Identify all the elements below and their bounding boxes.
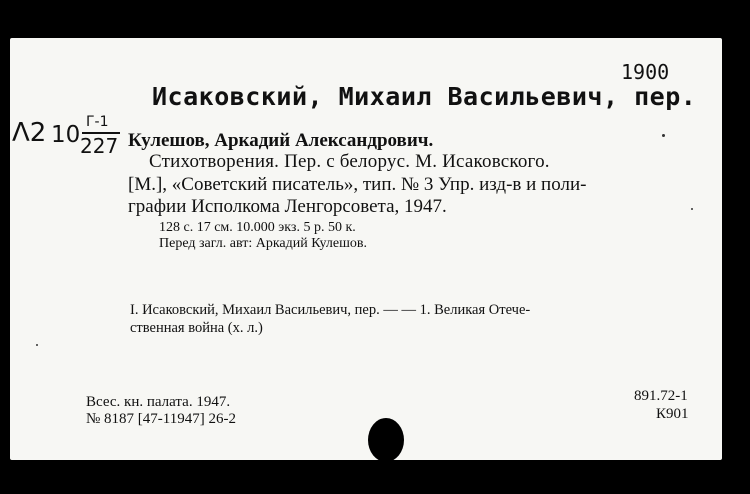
title-line: Стихотворения. Пер. с белорус. М. Исаковского. <box>149 151 550 172</box>
shelf-code-b-bottom: 227 <box>80 134 119 158</box>
shelfmark: Λ2 <box>12 118 47 148</box>
punch-hole <box>368 418 404 462</box>
author-mark: К901 <box>656 406 689 422</box>
speck <box>691 208 693 210</box>
speck <box>36 344 38 346</box>
added-heading: Исаковский, Михаил Васильевич, пер. <box>152 82 697 111</box>
title-line: графии Исполкома Ленгорсовета, 1947. <box>128 196 447 217</box>
book-chamber: Всес. кн. палата. 1947. <box>86 394 231 410</box>
author-heading: Кулешов, Аркадий Александрович. <box>128 130 434 151</box>
shelf-code-a: 10 <box>51 122 81 148</box>
class-number: 891.72-1 <box>634 388 688 404</box>
title-line: [М.], «Советский писатель», тип. № 3 Упр. изд-в и поли- <box>128 174 587 195</box>
tracing-line: I. Исаковский, Михаил Васильевич, пер. — — 1. Великая Отече- <box>130 302 531 318</box>
collation: 128 с. 17 см. 10.000 экз. 5 р. 50 к. <box>159 220 356 235</box>
catalog-card <box>10 38 722 460</box>
note: Перед загл. авт: Аркадий Кулешов. <box>159 236 368 251</box>
speck <box>662 134 665 137</box>
top-number: 1900 <box>621 60 670 84</box>
shelf-code-b-top: Г-1 <box>86 114 109 130</box>
tracing-line: ственная война (х. л.) <box>130 320 263 336</box>
record-number: № 8187 [47-11947] 26-2 <box>86 411 236 427</box>
